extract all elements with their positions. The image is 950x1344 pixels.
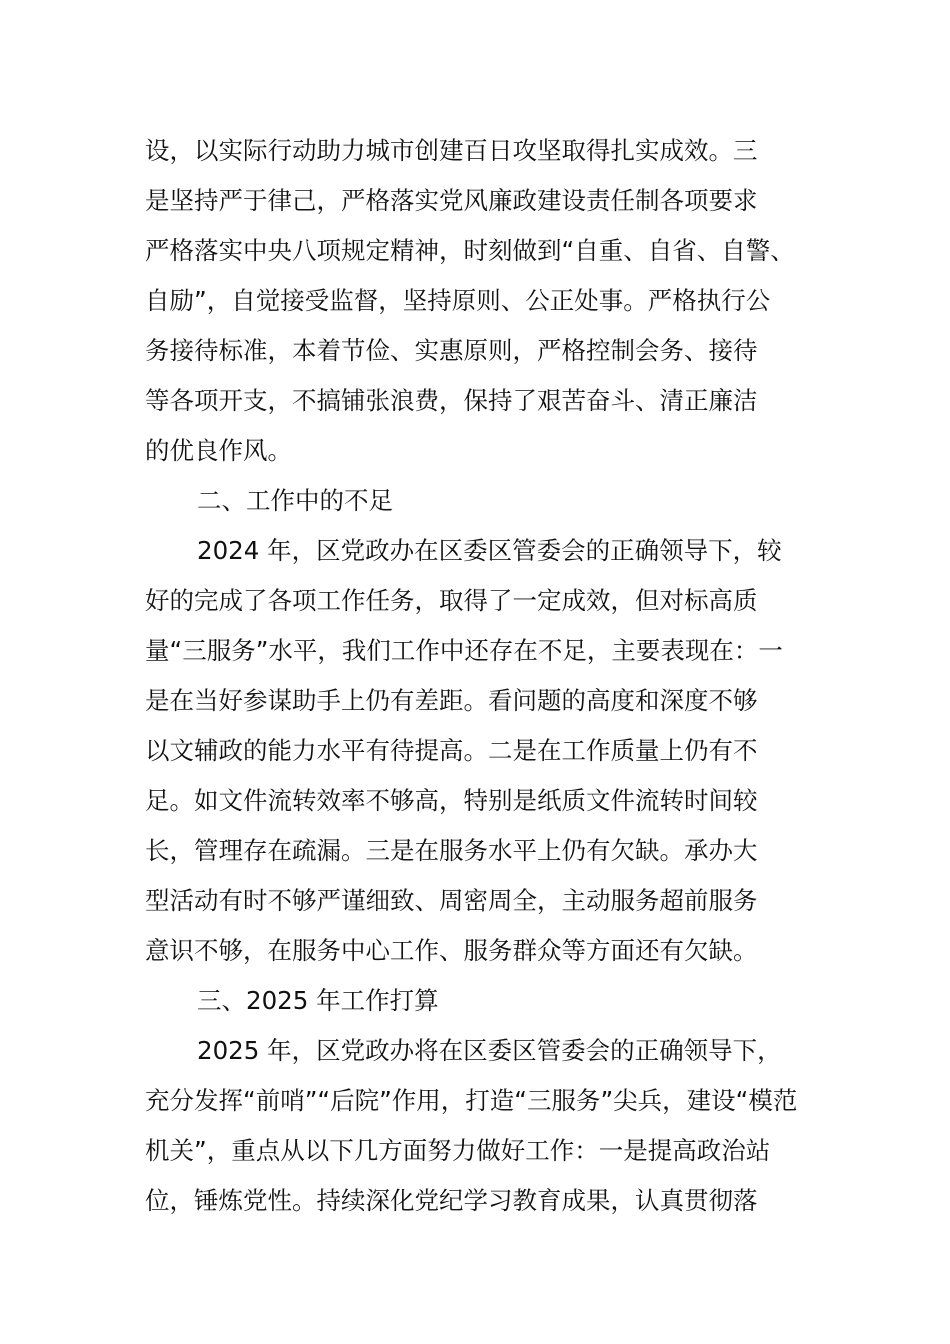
text-line: 2025 年，区党政办将在区委区管委会的正确领导下， xyxy=(197,1036,782,1065)
text-line: 充分发挥“前哨”“后院”作用，打造“三服务”尖兵，建设“模范 xyxy=(145,1086,798,1115)
text-line: 2024 年，区党政办在区委区管委会的正确领导下，较 xyxy=(197,536,782,565)
text-line: 意识不够，在服务中心工作、服务群众等方面还有欠缺。 xyxy=(145,936,758,965)
text-line: 是在当好参谋助手上仍有差距。看问题的高度和深度不够 xyxy=(145,686,758,715)
text-line: 的优良作风。 xyxy=(145,436,292,465)
text-line: 长，管理存在疏漏。三是在服务水平上仍有欠缺。承办大 xyxy=(145,836,758,865)
text-line: 量“三服务”水平，我们工作中还存在不足，主要表现在：一 xyxy=(145,636,783,665)
text-line: 足。如文件流转效率不够高，特别是纸质文件流转时间较 xyxy=(145,786,758,815)
text-line: 机关”，重点从以下几方面努力做好工作：一是提高政治站 xyxy=(145,1136,771,1165)
text-line: 是坚持严于律己，严格落实党风廉政建设责任制各项要求 xyxy=(145,186,758,215)
text-line: 务接待标准，本着节俭、实惠原则，严格控制会务、接待 xyxy=(145,336,758,365)
text-line: 以文辅政的能力水平有待提高。二是在工作质量上仍有不 xyxy=(145,736,758,765)
text-line: 严格落实中央八项规定精神，时刻做到“自重、自省、自警、 xyxy=(145,236,795,265)
text-line: 型活动有时不够严谨细致、周密周全，主动服务超前服务 xyxy=(145,886,758,915)
section-heading-shortcomings: 二、工作中的不足 xyxy=(197,486,393,515)
text-line: 设，以实际行动助力城市创建百日攻坚取得扎实成效。三 xyxy=(145,136,758,165)
text-line: 自励”，自觉接受监督，坚持原则、公正处事。严格执行公 xyxy=(145,286,771,315)
text-line: 好的完成了各项工作任务，取得了一定成效，但对标高质 xyxy=(145,586,758,615)
text-line: 位，锤炼党性。持续深化党纪学习教育成果，认真贯彻落 xyxy=(145,1186,758,1215)
text-line: 等各项开支，不搞铺张浪费，保持了艰苦奋斗、清正廉洁 xyxy=(145,386,758,415)
document-body xyxy=(145,126,815,1226)
section-heading-plans: 三、2025 年工作打算 xyxy=(197,986,439,1015)
